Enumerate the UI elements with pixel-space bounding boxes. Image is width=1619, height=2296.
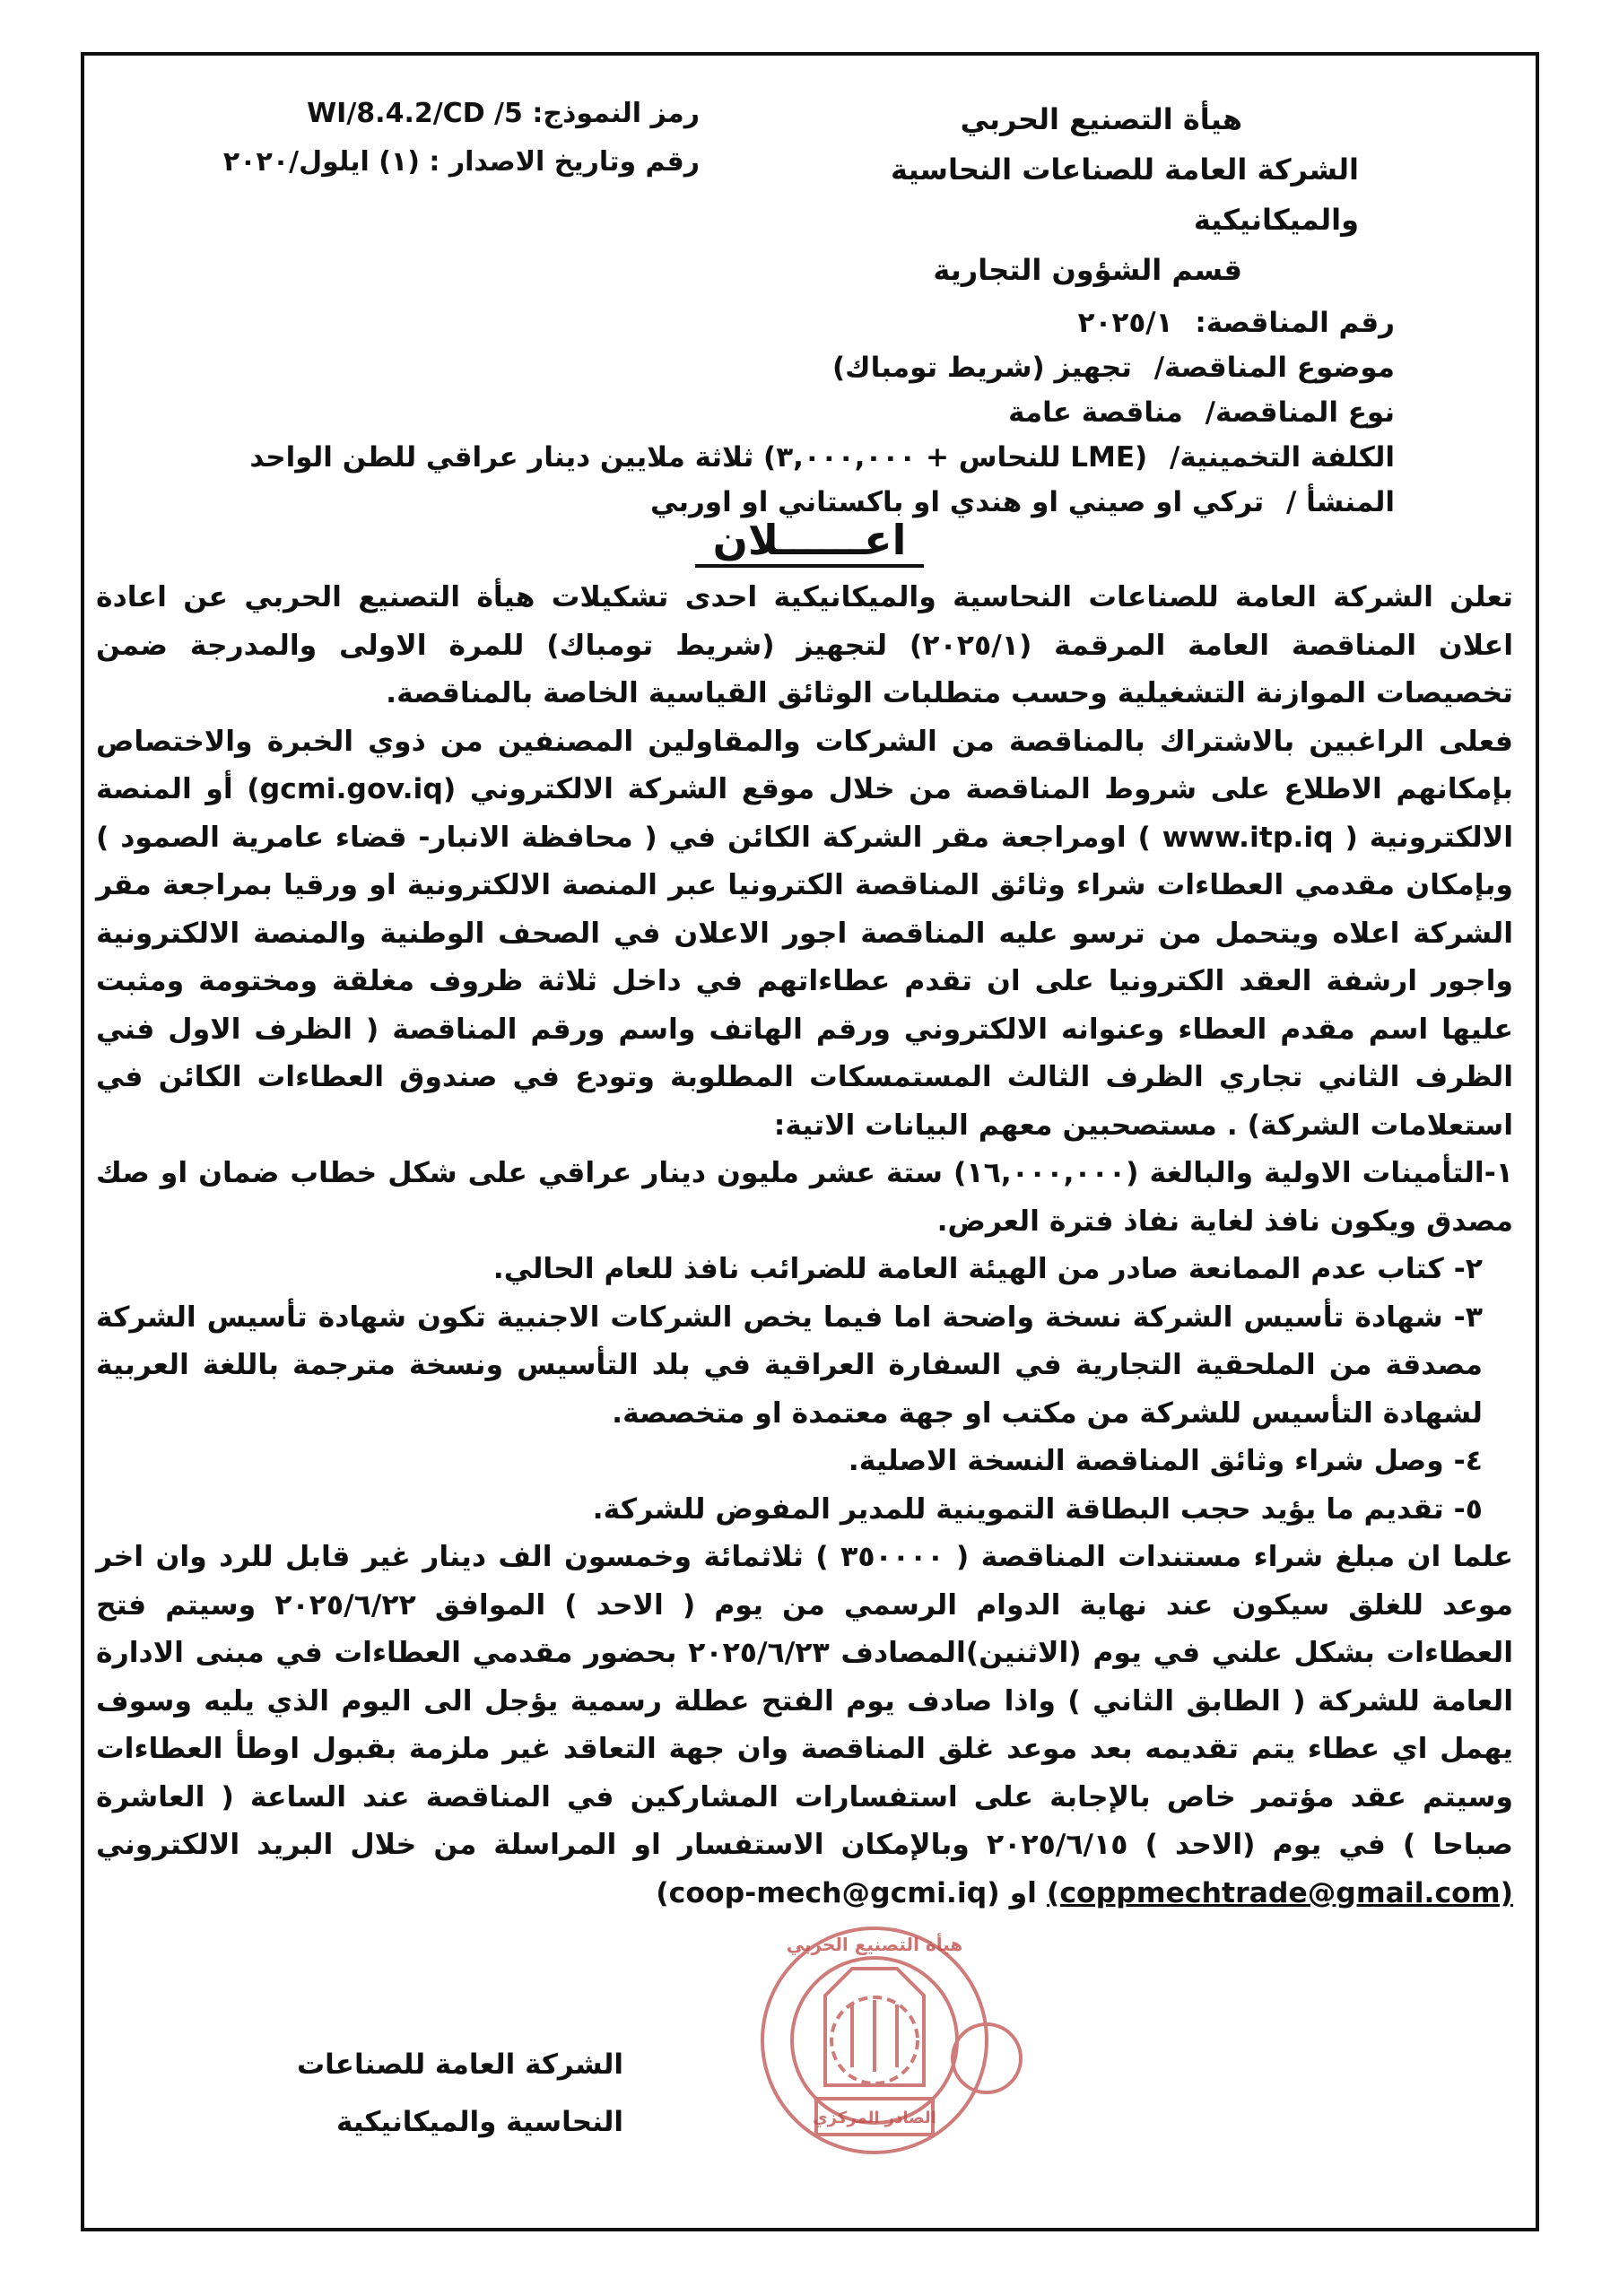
company-website-link[interactable]: (gcmi.gov.iq) <box>247 773 457 805</box>
tender-origin-label: المنشأ / <box>1285 486 1395 518</box>
form-info <box>161 90 700 187</box>
requirement-item-2: ٢- كتاب عدم الممانعة صادر من الهيئة العامة للضرائب نافذ للعام الحالي. <box>492 1253 1483 1285</box>
org-header <box>785 94 1359 295</box>
or-text: او <box>1009 1876 1037 1909</box>
participation-text-b: أو المنصة الالكترونية <box>96 773 1514 854</box>
tender-subject-label: موضوع المناقصة/ <box>1153 352 1395 384</box>
announcement-title-text: اعــــــلان <box>695 516 925 568</box>
org-line-1: هيأة التصنيع الحربي <box>960 102 1242 136</box>
stamp-text-bottom: الصادر المركزي <box>813 2109 936 2127</box>
requirement-item-1: ١-التأمينات الاولية والبالغة (١٦,٠٠٠,٠٠٠) ستة عشر مليون دينار عراقي على شكل خطاب ضمان او صك مصدق ويكون نافذ لغاية نفاذ فترة العرض. <box>96 1157 1514 1238</box>
tender-number-value: ٢٠٢٥/١ <box>1077 307 1173 339</box>
announcement-title <box>0 516 1619 564</box>
requirement-item-3: ٣- شهادة تأسيس الشركة نسخة واضحة اما فيما يخص الشركات الاجنبية تكون شهادة تأسيس الشركة مصدقة من الملحقية التجارية في السفارة العراقية في بلد التأسيس ونسخة مترجمة باللغة العربية لشهادة التأسيس للشركة من مكتب او جهة معتمدة او متخصصة. <box>96 1300 1483 1430</box>
platform-website-link[interactable]: ( www.itp.iq ) <box>1137 821 1358 854</box>
stamp-shells-icon <box>852 2000 897 2072</box>
official-stamp <box>718 1915 1040 2184</box>
closing-text: علما ان مبلغ شراء مستندات المناقصة ( ٣٥٠٠٠٠ ) ثلاثمائة وخمسون الف دينار غير قابل للرد وان اخر موعد للغلق سيكون عند نهاية الدوام الرسمي من يوم ( الاحد ) الموافق ٢٠٢٥/٦/٢٢ وسيتم فتح العطاءات بشكل علني في يوم (الاثنين)المصادف ٢٠٢٥/٦/٢٣ بحضور مقدمي العطاءات في مبنى الادارة العامة للشركة ( الطابق الثاني ) واذا صادف يوم الفتح عطلة رسمية يؤجل الى اليوم الذي يليه وسوف يهمل اي عطاء يتم تقديمه بعد موعد غلق المناقصة وان جهة التعاقد غير ملزمة بقبول اوطأ العطاءات وسيتم عقد مؤتمر خاص بالإجابة على استفسارات المشاركين في المناقصة عند الساعة ( العاشرة صباحا ) في يوم (الاحد ) ٢٠٢٥/٦/١٥ وبالإمكان الاستفسار او المراسلة من خلال البريد الالكتروني <box>96 1541 1513 1861</box>
tender-type-label: نوع المناقصة/ <box>1205 396 1395 429</box>
tender-subject-value: تجهيز (شريط تومباك) <box>832 352 1132 384</box>
tender-number-label: رقم المناقصة: <box>1195 307 1395 339</box>
paragraph-closing <box>96 1534 1513 1918</box>
issue-info: رقم وتاريخ الاصدار : (١) ايلول/٢٠٢٠ <box>222 146 700 178</box>
tender-cost-row <box>229 435 1395 480</box>
signature-block <box>283 2036 623 2151</box>
tender-cost-value: (LME للنحاس + ٣,٠٠٠,٠٠٠) ثلاثة ملايين دينار عراقي للطن الواحد <box>249 441 1148 474</box>
tender-cost-label: الكلفة التخمينية/ <box>1170 441 1395 474</box>
signature-line-1: الشركة العامة للصناعات <box>296 2048 623 2081</box>
tender-meta <box>229 300 1395 525</box>
stamp-text-top: هيأة التصنيع الحربي <box>786 1934 963 1955</box>
signature-line-2: النحاسية والميكانيكية <box>335 2106 623 2138</box>
participation-text-a: فعلى الراغبين بالاشتراك بالمناقصة من الشركات والمقاولين المصنفين من ذوي الخبرة والاختصاص بإمكانهم الاطلاع على شروط المناقصة من خلال موقع الشركة الالكتروني <box>96 725 1514 805</box>
org-line-3: قسم الشؤون التجارية <box>933 253 1242 287</box>
tender-number-row <box>229 300 1395 345</box>
paragraph-intro: تعلن الشركة العامة للصناعات النحاسية والميكانيكية احدى تشكيلات هيأة التصنيع الحربي عن اعادة اعلان المناقصة العامة المرقمة (٢٠٢٥/١) لتجهيز (شريط تومباك) للمرة الاولى والمدرجة ضمن تخصيصات الموازنة التشغيلية وحسب متطلبات الوثائق القياسية الخاصة بالمناقصة. <box>96 581 1513 709</box>
org-line-2: الشركة العامة للصناعات النحاسية والميكانيكية <box>891 152 1359 237</box>
paragraph-participation <box>96 718 1513 1151</box>
form-code: رمز النموذج: WI/8.4.2/CD /5 <box>307 98 700 129</box>
tender-type-value: مناقصة عامة <box>1008 396 1183 429</box>
requirement-item-5: ٥- تقديم ما يؤيد حجب البطاقة التموينية للمدير المفوض للشركة. <box>592 1492 1483 1526</box>
participation-text-c: اومراجعة مقر الشركة الكائن في ( محافظة الانبار- قضاء عامرية الصمود ) وبإمكان مقدمي العطاءات شراء وثائق المناقصة الكترونيا عبر المنصة الالكترونية او ورقيا بمراجعة مقر الشركة اعلاه ويتحمل من ترسو عليه المناقصة اجور الاعلان في الصحف الوطنية والمنصة الالكترونية واجور ارشفة العقد الكترونيا على ان تقدم عطاءاتهم في داخل ثلاثة ظروف مغلقة ومختومة ومثبت عليها اسم مقدم العطاء وعنوانه الالكتروني ورقم الهاتف واسم ورقم المناقصة ( الظرف الاول فني الظرف الثاني تجاري الظرف الثالث المستمسكات المطلوبة وتودع في صندوق العطاءات الكائن في استعلامات الشركة) . مستصحبين معهم البيانات الاتية: <box>96 821 1513 1142</box>
announcement-body <box>96 574 1513 1918</box>
email-link-gcmi[interactable]: (coop-mech@gcmi.iq) <box>656 1876 1000 1909</box>
requirement-item-4: ٤- وصل شراء وثائق المناقصة النسخة الاصلية. <box>848 1445 1483 1477</box>
email-link-gmail[interactable]: (coppmechtrade@gmail.com) <box>1046 1876 1513 1909</box>
tender-origin-value: تركي او صيني او هندي او باكستاني او اوربي <box>649 486 1265 518</box>
tender-subject-row <box>229 345 1395 390</box>
tender-type-row <box>229 390 1395 435</box>
